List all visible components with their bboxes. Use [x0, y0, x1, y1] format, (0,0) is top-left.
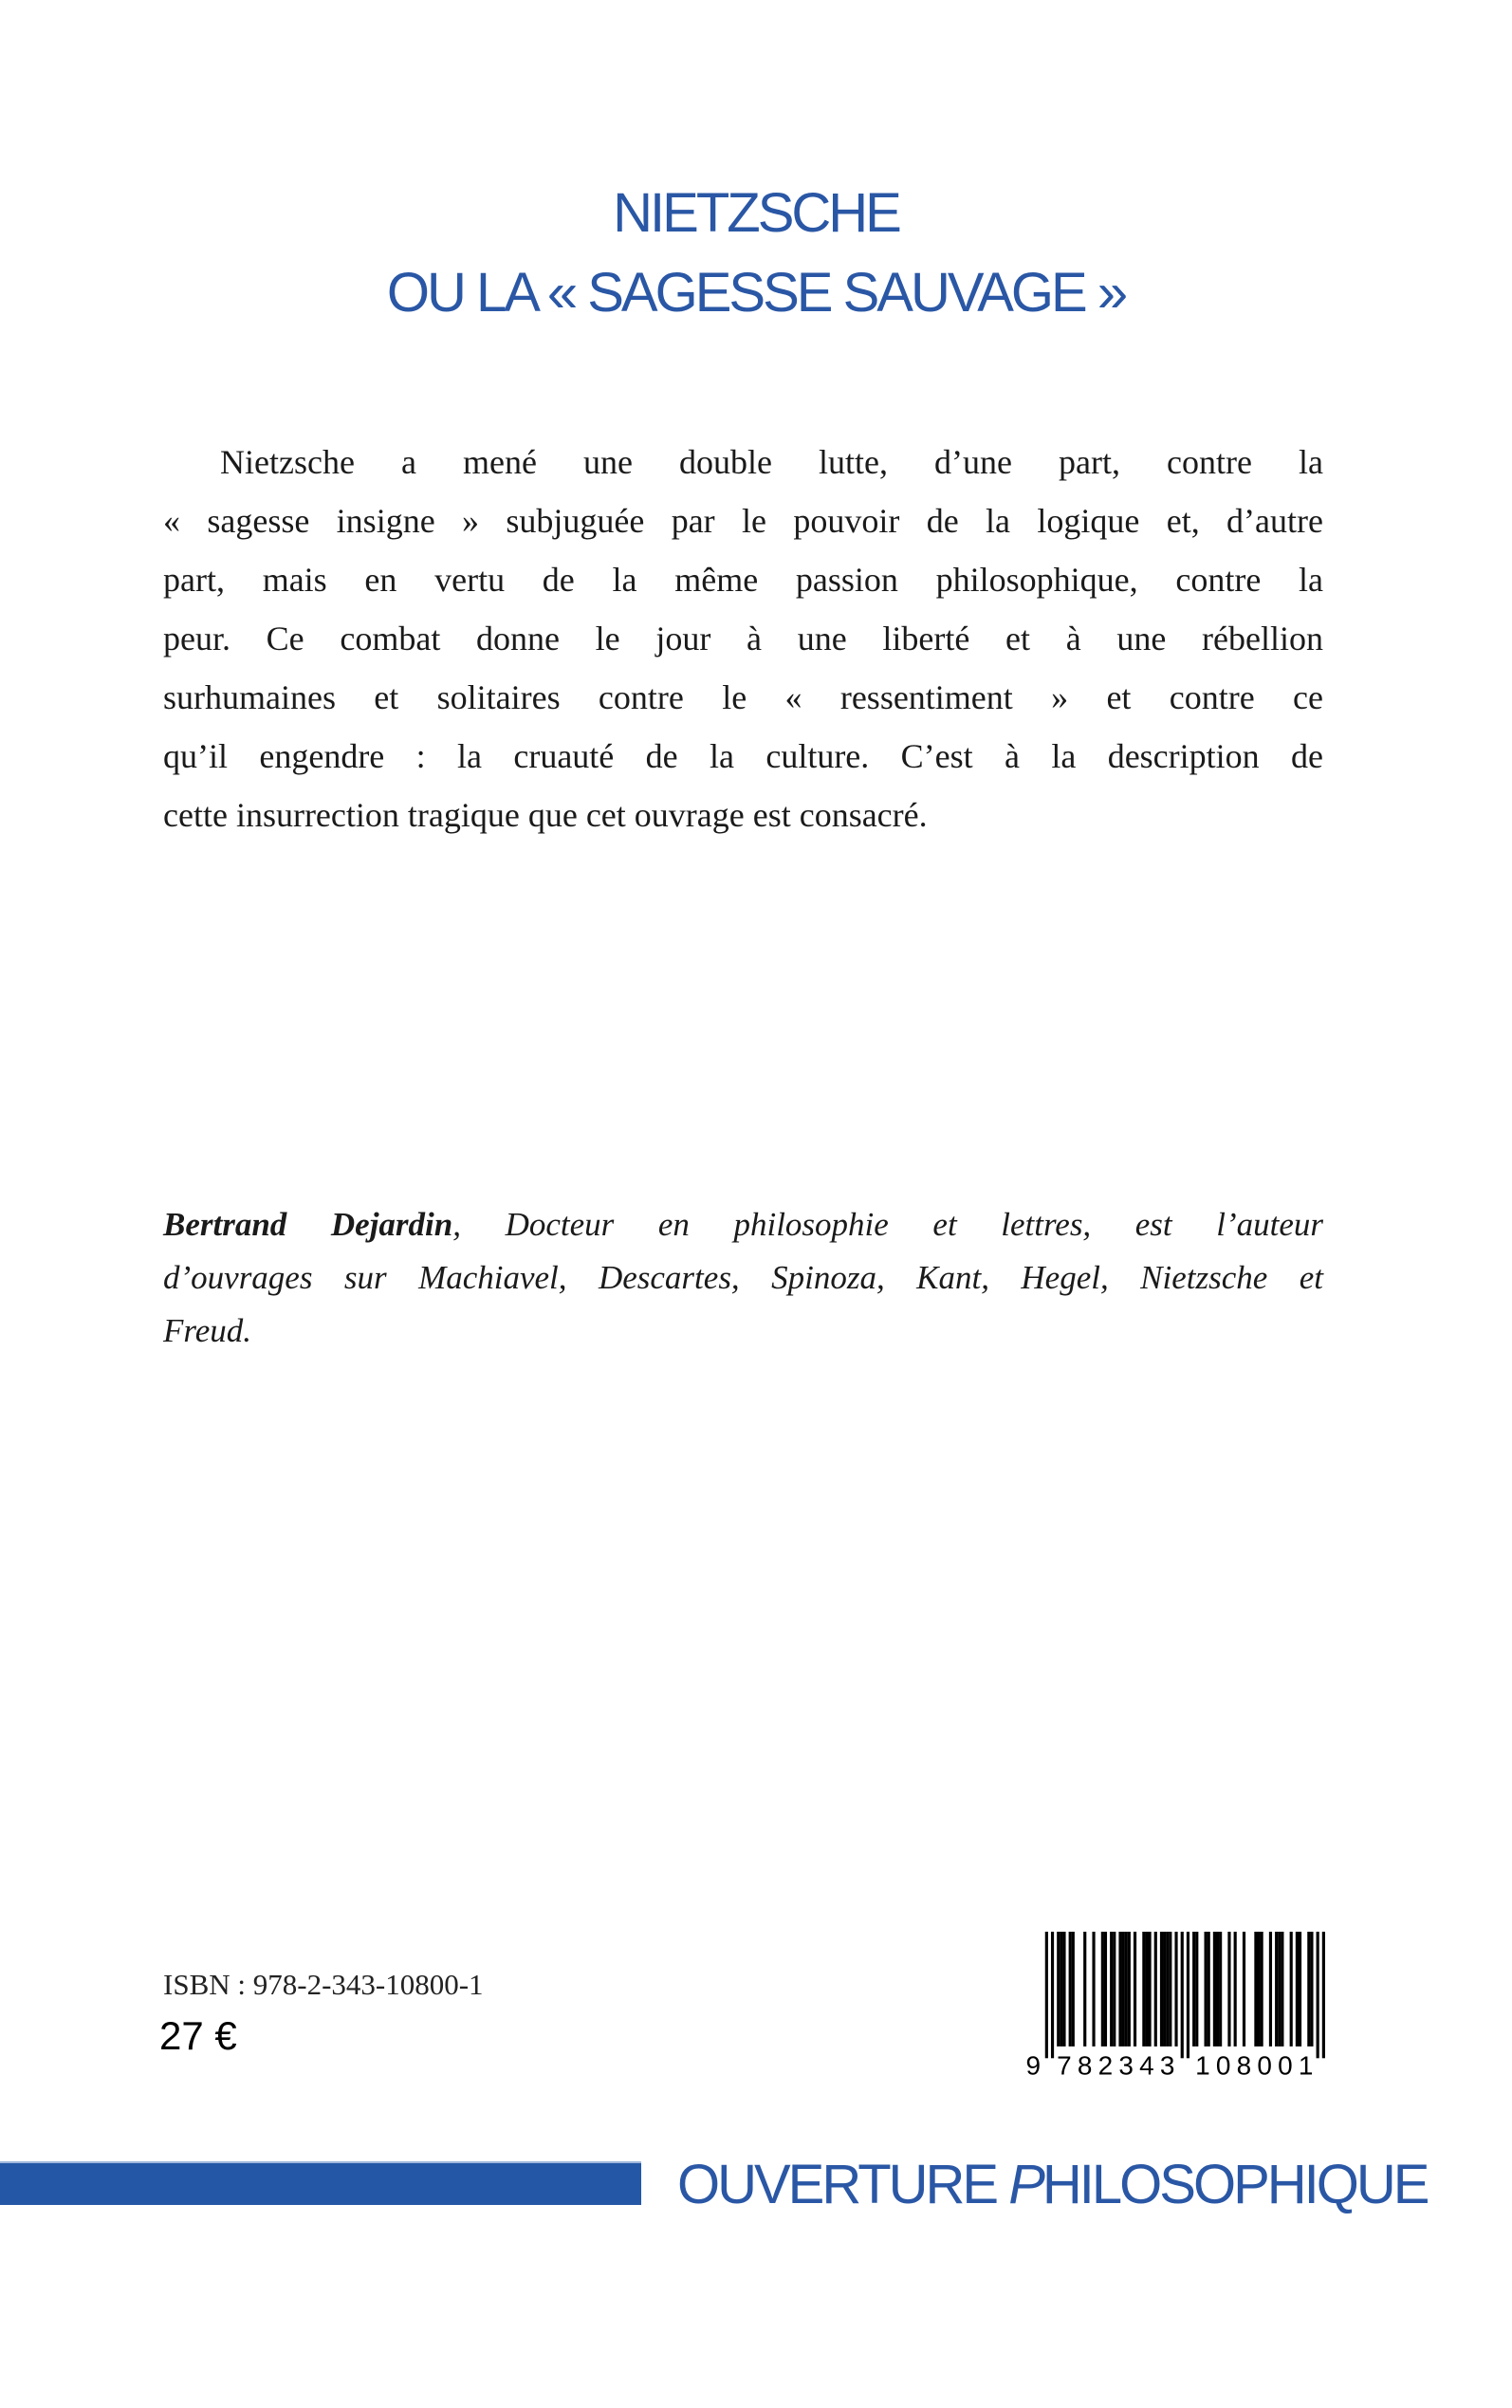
barcode-digit: 1 — [1195, 2050, 1210, 2079]
barcode-bar — [1261, 1932, 1263, 2047]
barcode-digit: 3 — [1159, 2050, 1175, 2079]
author-name: Bertrand Dejardin — [163, 1206, 453, 1243]
barcode-bar — [1227, 1932, 1230, 2047]
barcode-digit: 7 — [1057, 2050, 1072, 2079]
author-bio-text: , Docteur en philosophie et lettres, est l’auteur — [452, 1206, 1323, 1243]
barcode-bar — [1166, 1932, 1169, 2047]
barcode-digit: 4 — [1139, 2050, 1154, 2079]
barcode-bar — [1062, 1932, 1065, 2047]
barcode-bar — [1118, 1932, 1121, 2047]
barcode-bar — [1296, 1932, 1299, 2047]
barcode-digit: 1 — [1298, 2050, 1314, 2079]
summary-line: qu’il engendre : la cruauté de la culture. C’est à la description de — [163, 737, 1323, 775]
barcode-bar — [1181, 1932, 1184, 2058]
isbn: ISBN : 978-2-343-10800-1 — [163, 1968, 484, 2001]
barcode-bar — [1169, 1932, 1171, 2047]
barcode-bar — [1307, 1932, 1310, 2047]
author-bio-line: d’ouvrages sur Machiavel, Descartes, Spinoza, Kant, Hegel, Nietzsche et — [163, 1259, 1323, 1296]
barcode-bar — [1092, 1932, 1095, 2047]
barcode-bar — [1281, 1932, 1283, 2047]
barcode-digit: 8 — [1077, 2050, 1093, 2079]
price: 27 € — [159, 2013, 237, 2058]
barcode-digit: 9 — [1025, 2050, 1042, 2079]
barcode-bar — [1216, 1932, 1219, 2047]
barcode-bar — [1148, 1932, 1151, 2047]
barcode-bar — [1278, 1932, 1281, 2047]
series-name-part: HILOSOPHIQUE — [1042, 2154, 1428, 2215]
summary-line: cette insurrection tragique que cet ouvrage est consacré. — [163, 796, 928, 834]
summary-line: peur. Ce combat donne le jour à une liberté et à une rébellion — [163, 620, 1323, 658]
summary-line: « sagesse insigne » subjuguée par le pouvoir de la logique et, d’autre — [163, 502, 1323, 540]
barcode-bar — [1290, 1932, 1293, 2047]
barcode-bar — [1057, 1932, 1060, 2047]
barcode-bar — [1154, 1932, 1157, 2047]
book-title-line-1: NIETZSCHE — [613, 182, 899, 244]
barcode — [1024, 1932, 1328, 2079]
book-title-line-2: OU LA « SAGESSE SAUVAGE » — [386, 262, 1126, 324]
barcode-bar — [1069, 1932, 1072, 2047]
summary-paragraph — [163, 433, 1323, 844]
barcode-bar — [1299, 1932, 1301, 2047]
barcode-bar — [1142, 1932, 1145, 2047]
summary-line: surhumaines et solitaires contre le « ressentiment » et contre ce — [163, 678, 1323, 716]
barcode-bar — [1243, 1932, 1245, 2047]
author-bio — [163, 1198, 1323, 1358]
barcode-bar — [1045, 1932, 1048, 2058]
barcode-bar — [1122, 1932, 1125, 2047]
barcode-bar — [1208, 1932, 1210, 2047]
barcode-bar — [1145, 1932, 1148, 2047]
barcode-bar — [1160, 1932, 1163, 2047]
barcode-digit: 0 — [1257, 2050, 1272, 2079]
barcode-bar — [1128, 1932, 1131, 2047]
barcode-bar — [1134, 1932, 1136, 2047]
series-name-italic: P — [1008, 2154, 1042, 2215]
barcode-bar — [1269, 1932, 1272, 2047]
barcode-bar — [1163, 1932, 1166, 2047]
barcode-bar — [1322, 1932, 1325, 2058]
barcode-bar — [1060, 1932, 1062, 2047]
summary-line: Nietzsche a mené une double lutte, d’une part, contre la — [220, 443, 1323, 481]
barcode-bar — [1104, 1932, 1107, 2047]
barcode-digit: 0 — [1215, 2050, 1231, 2079]
barcode-bar — [1275, 1932, 1278, 2047]
barcode-bar — [1072, 1932, 1075, 2047]
summary-line: part, mais en vertu de la même passion philosophique, contre la — [163, 561, 1323, 599]
barcode-bar — [1219, 1932, 1222, 2047]
barcode-bar — [1192, 1932, 1195, 2047]
barcode-bar — [1257, 1932, 1260, 2047]
barcode-bar — [1205, 1932, 1208, 2047]
barcode-bar — [1125, 1932, 1128, 2047]
barcode-bar — [1187, 1932, 1189, 2058]
barcode-bar — [1083, 1932, 1086, 2047]
barcode-bar — [1051, 1932, 1054, 2058]
barcode-bar — [1213, 1932, 1216, 2047]
barcode-digit: 8 — [1236, 2050, 1252, 2079]
barcode-bar — [1113, 1932, 1116, 2047]
barcode-digit: 0 — [1278, 2050, 1293, 2079]
author-bio-line: Freud. — [163, 1312, 251, 1349]
series-name — [677, 2154, 1428, 2215]
barcode-bar — [1110, 1932, 1113, 2047]
barcode-bar — [1317, 1932, 1319, 2058]
barcode-bar — [1310, 1932, 1313, 2047]
barcode-bar — [1195, 1932, 1198, 2047]
barcode-digit: 2 — [1097, 2050, 1114, 2079]
barcode-bar — [1234, 1932, 1237, 2047]
barcode-bar — [1174, 1932, 1177, 2047]
barcode-bar — [1101, 1932, 1104, 2047]
series-band — [0, 2163, 641, 2205]
series-name-part: OUVERTURE — [677, 2154, 1009, 2215]
barcode-bar — [1254, 1932, 1257, 2047]
barcode-digit: 3 — [1118, 2050, 1134, 2079]
